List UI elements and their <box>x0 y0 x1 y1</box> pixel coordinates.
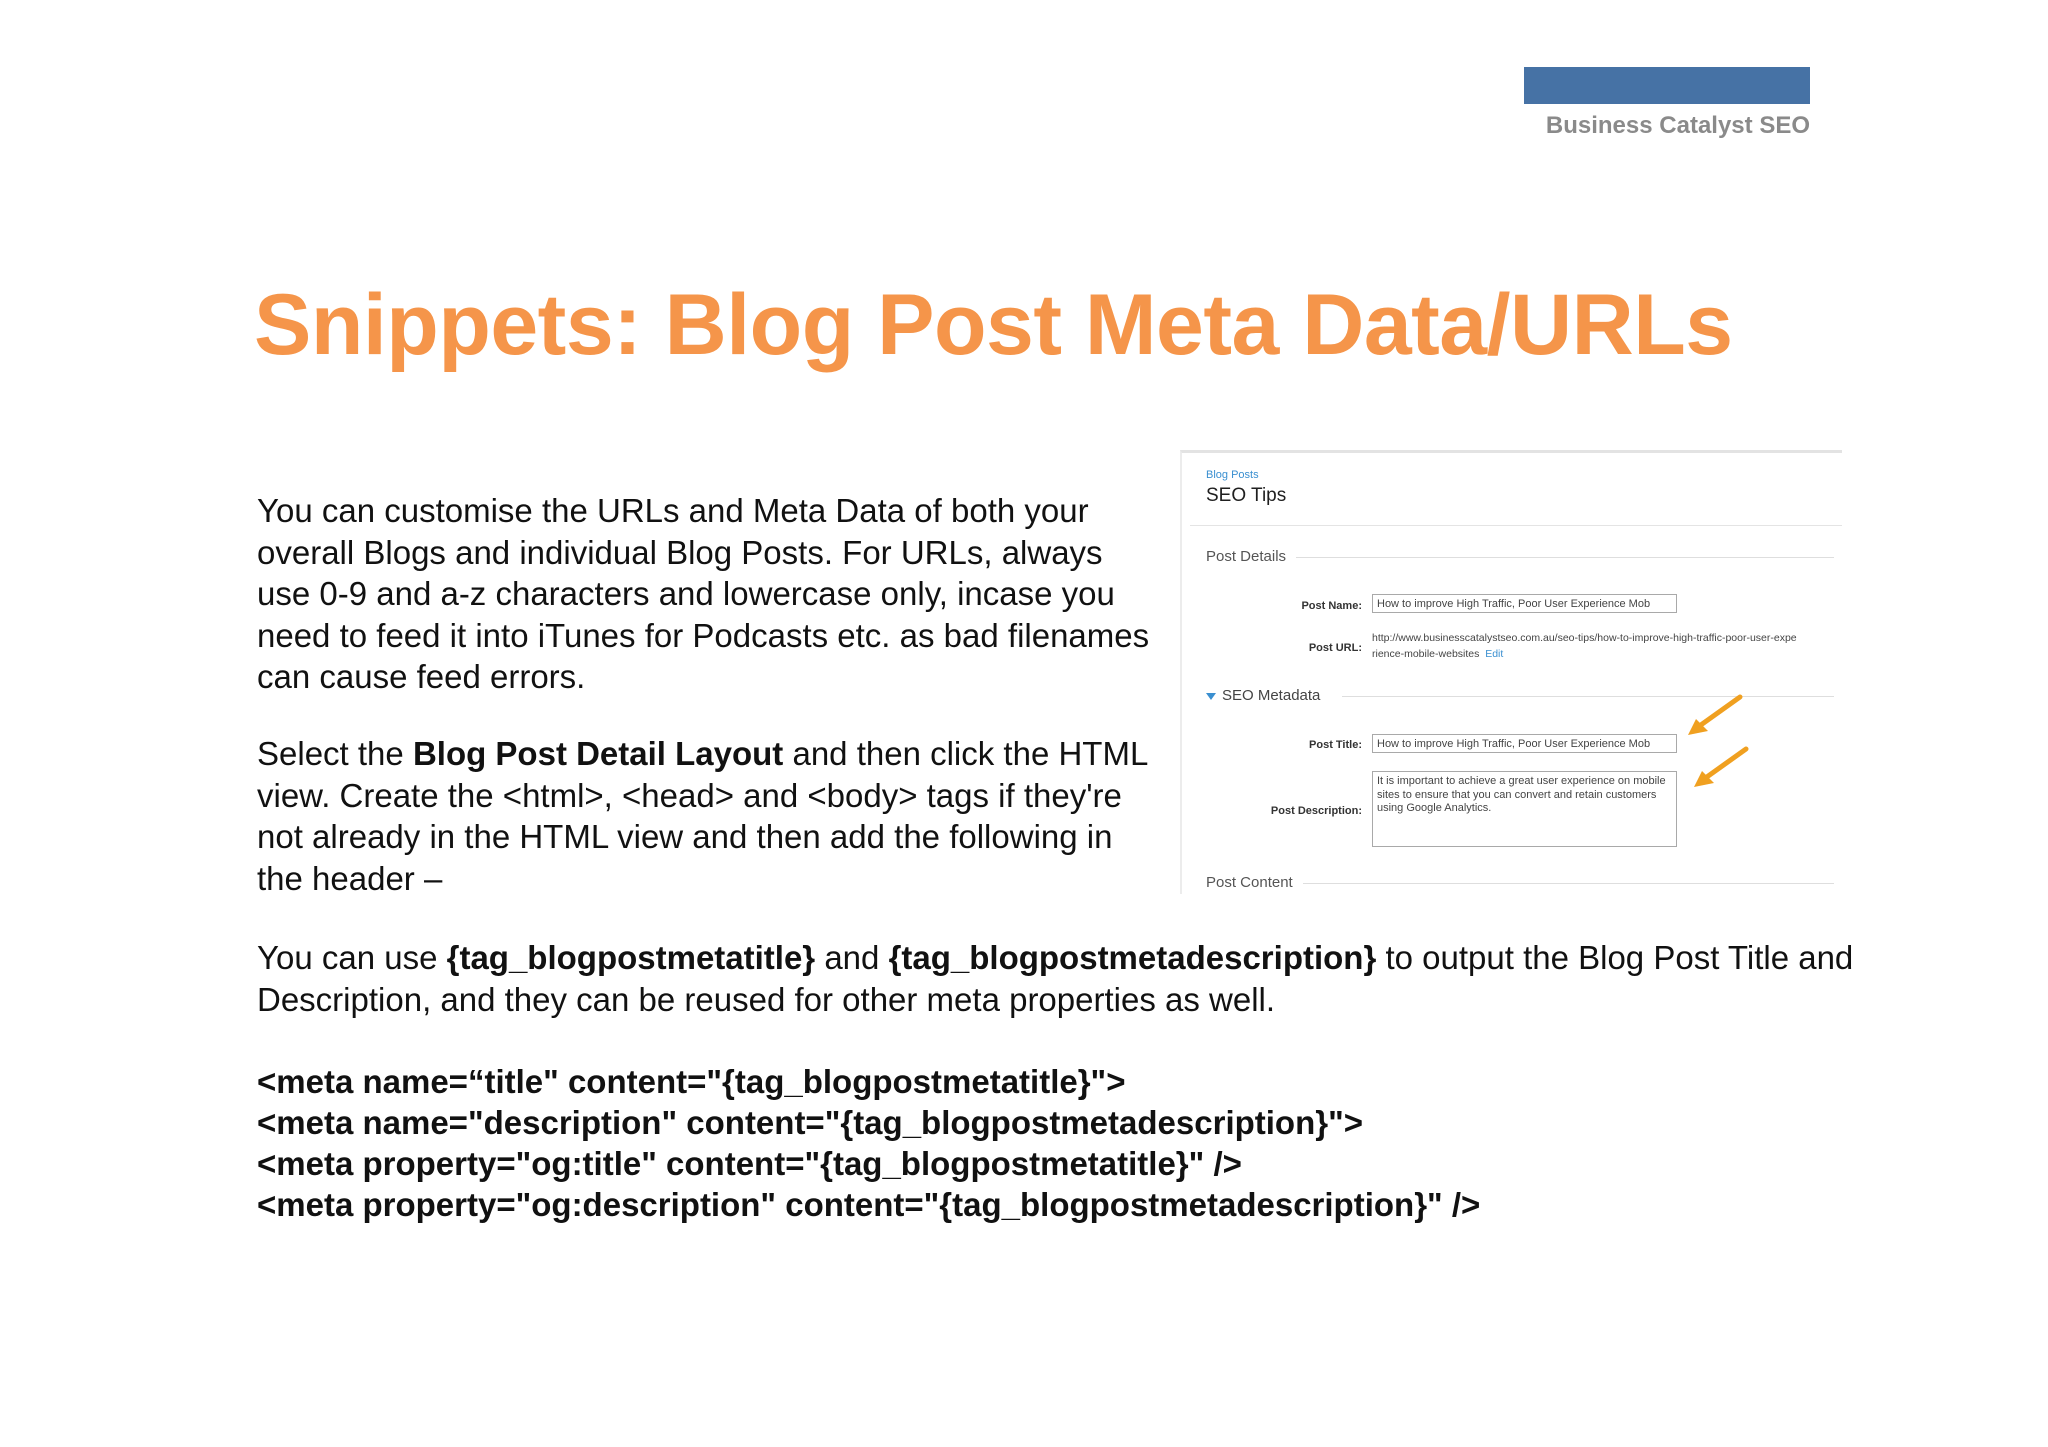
admin-screenshot <box>1180 450 1842 894</box>
post-name-input[interactable]: How to improve High Traffic, Poor User Experience Mob <box>1372 594 1677 613</box>
code-snippet <box>257 1061 1480 1225</box>
brand-name: Business Catalyst SEO <box>1545 112 1810 139</box>
code-line: <meta property="og:description" content="{tag_blogpostmetadescription}" /> <box>257 1186 1481 1223</box>
code-line: <meta name="description" content="{tag_blogpostmetadescription}"> <box>257 1104 1363 1141</box>
meta-description-tag: {tag_blogpostmetadescription} <box>888 939 1377 976</box>
intro-paragraph: You can customise the URLs and Meta Data of both your overall Blogs and individual Blog Posts. For URLs, always use 0-9 and a-z characters and lowercase only, incase you need to feed it into iTunes for Podcasts etc. as bad filenames can cause feed errors. <box>257 492 1150 695</box>
code-line: <meta name=“title" content="{tag_blogpostmetatitle}"> <box>257 1063 1126 1100</box>
para3-text-mid: and <box>815 939 889 976</box>
post-url-line: rience-mobile-websites <box>1372 648 1480 660</box>
divider <box>1292 557 1834 558</box>
section-post-content: Post Content <box>1206 874 1303 891</box>
meta-title-tag: {tag_blogpostmetatitle} <box>446 939 816 976</box>
edit-url-link[interactable]: Edit <box>1485 648 1504 660</box>
arrow-icon <box>1688 743 1758 793</box>
divider <box>1190 525 1842 526</box>
para2-text-end: and then click the HTML view. Create the <html>, <head> and <body> tags if they're not already in the HTML view and then add the following in the header – <box>257 735 1148 897</box>
tags-paragraph <box>257 937 1857 1020</box>
slide-title: Snippets: Blog Post Meta Data/URLs <box>254 277 1733 373</box>
code-line: <meta property="og:title" content="{tag_blogpostmetatitle}" /> <box>257 1145 1242 1182</box>
section-post-details: Post Details <box>1206 548 1296 565</box>
post-url-label: Post URL: <box>1308 642 1362 654</box>
post-url-line: http://www.businesscatalystseo.com.au/seo-tips/how-to-improve-high-traffic-poor-user-expe <box>1372 632 1797 644</box>
para3-text-end: to output the Blog Post Title and Description, and they can be reused for other meta properties as well. <box>257 939 1854 1018</box>
section-seo-metadata-label: SEO Metadata <box>1222 687 1321 704</box>
divider <box>1300 883 1834 884</box>
brand-bar <box>1524 67 1810 104</box>
post-heading: SEO Tips <box>1206 485 1287 506</box>
caret-down-icon <box>1206 693 1216 700</box>
post-name-label: Post Name: <box>1301 600 1362 612</box>
post-title-input[interactable]: How to improve High Traffic, Poor User Experience Mob <box>1372 734 1677 753</box>
instructions-paragraph <box>257 733 1157 899</box>
post-url <box>1372 630 1842 662</box>
para3-text-start: You can use <box>257 939 447 976</box>
layout-name: Blog Post Detail Layout <box>412 735 784 772</box>
post-description-textarea[interactable]: It is important to achieve a great user experience on mobile sites to ensure that you can convert and retain customers using Google Analytics. <box>1372 771 1677 847</box>
para2-text-start: Select the <box>257 735 413 772</box>
divider <box>1342 696 1834 697</box>
arrow-icon <box>1682 691 1752 741</box>
breadcrumb[interactable]: Blog Posts <box>1206 469 1259 481</box>
post-title-label: Post Title: <box>1309 739 1362 751</box>
post-description-label: Post Description: <box>1270 805 1362 817</box>
section-seo-metadata[interactable] <box>1206 687 1330 704</box>
